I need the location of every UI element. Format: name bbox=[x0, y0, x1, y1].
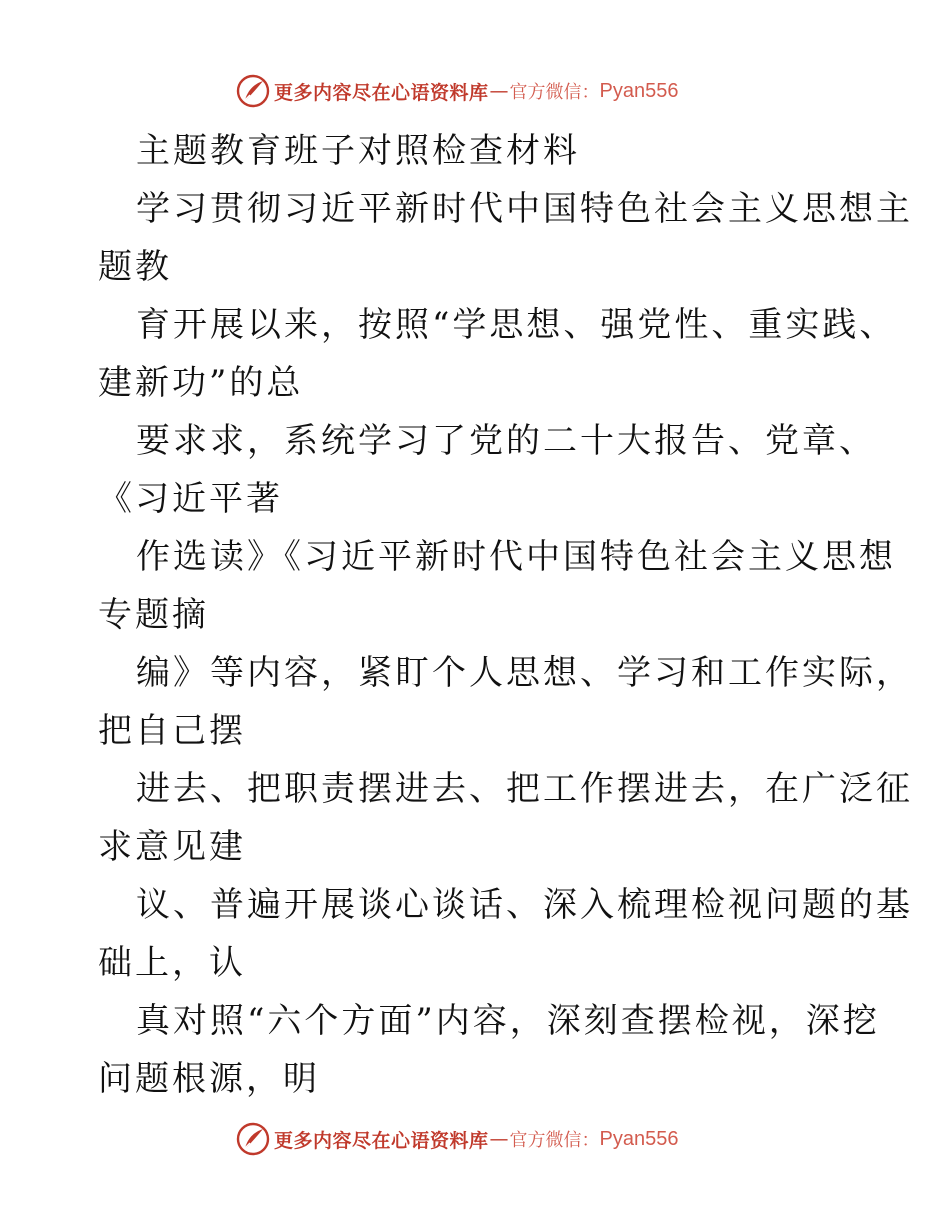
paragraph-line: 题教 bbox=[98, 247, 172, 287]
paragraph-line: 真对照“六个方面”内容，深刻查摆检视，深挖 bbox=[136, 1001, 880, 1041]
quill-logo-icon bbox=[236, 1122, 270, 1156]
paragraph-line: 学习贯彻习近平新时代中国特色社会主义思想主 bbox=[136, 189, 913, 229]
paragraph-line: 建新功”的总 bbox=[98, 363, 304, 403]
paragraph-line: 要求求，系统学习了党的二十大报告、党章、 bbox=[136, 421, 876, 461]
document-title: 主题教育班子对照检查材料 bbox=[136, 131, 580, 171]
banner-wechat-label: 官方微信： bbox=[509, 1130, 600, 1151]
document-body bbox=[98, 122, 913, 1108]
paragraph-line: 育开展以来，按照“学思想、强党性、重实践、 bbox=[136, 305, 897, 345]
paragraph-line: 议、普遍开展谈心谈话、深入梳理检视问题的基 bbox=[136, 885, 913, 925]
quill-logo-icon bbox=[236, 74, 270, 108]
banner-wechat-id: Pyan556 bbox=[599, 1127, 679, 1150]
footer-banner bbox=[236, 1120, 716, 1158]
banner-wechat-id: Pyan556 bbox=[599, 79, 679, 102]
paragraph-line: 编》等内容，紧盯个人思想、学习和工作实际， bbox=[136, 653, 913, 693]
banner-slogan: 更多内容尽在心语资料库 bbox=[274, 81, 489, 104]
paragraph-line: 础上，认 bbox=[98, 943, 246, 983]
paragraph-line: 求意见建 bbox=[98, 827, 246, 867]
paragraph-line: 《习近平著 bbox=[98, 479, 283, 519]
paragraph-line: 问题根源，明 bbox=[98, 1059, 320, 1099]
header-banner bbox=[236, 72, 716, 110]
banner-dash: — bbox=[489, 1128, 509, 1150]
banner-dash: — bbox=[489, 80, 509, 102]
banner-slogan: 更多内容尽在心语资料库 bbox=[274, 1129, 489, 1152]
paragraph-line: 作选读》《习近平新时代中国特色社会主义思想 bbox=[136, 537, 896, 577]
paragraph-line: 专题摘 bbox=[98, 595, 209, 635]
paragraph-line: 进去、把职责摆进去、把工作摆进去，在广泛征 bbox=[136, 769, 913, 809]
paragraph-line: 把自己摆 bbox=[98, 711, 246, 751]
banner-wechat-label: 官方微信： bbox=[509, 82, 600, 103]
